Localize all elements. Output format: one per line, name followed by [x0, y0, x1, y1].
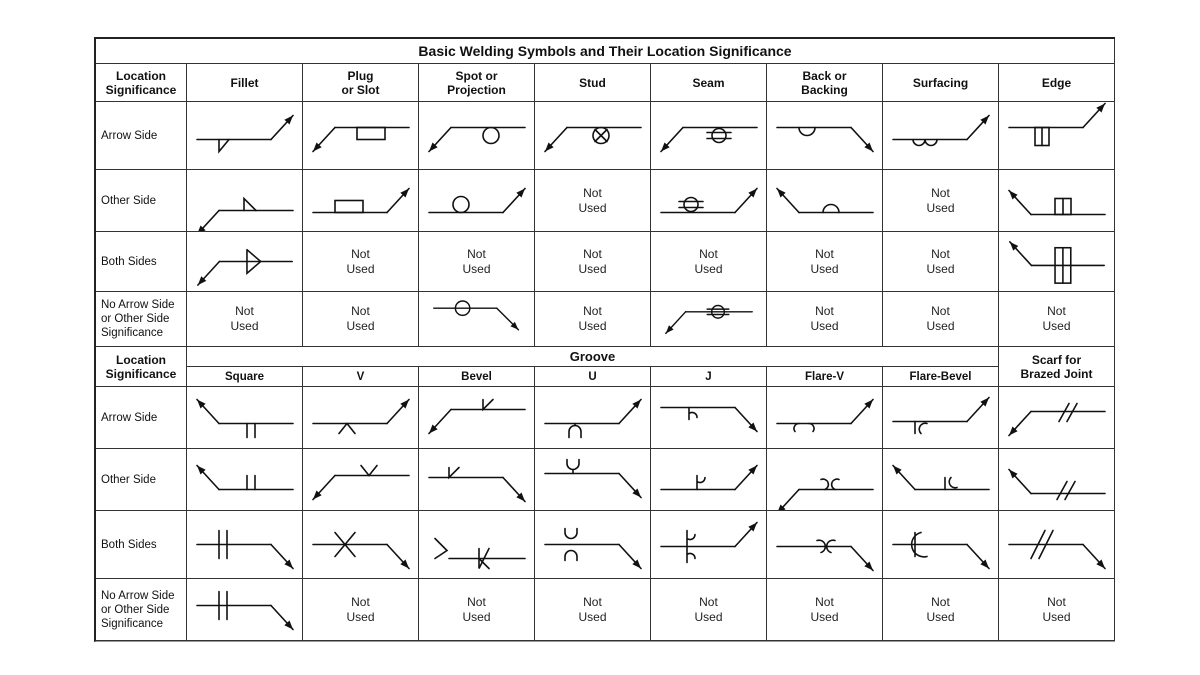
column-header-top-4: Stud: [535, 64, 651, 102]
groove-symbol-bevel-both: [419, 511, 535, 579]
location-significance-header: Location Significance: [96, 64, 187, 102]
groove-column-header-5: J: [651, 367, 767, 387]
groove-scarf-row4-not-used: Not Used: [999, 579, 1115, 641]
top-symbol-spot-other: [419, 170, 535, 232]
top-symbol-edge-arrow: [999, 102, 1115, 170]
top-symbol-fillet-arrow: [187, 102, 303, 170]
top-back-or-backing-row3-not-used: Not Used: [767, 232, 883, 292]
groove-symbol-j-both: [651, 511, 767, 579]
top-symbol-fillet-other: [187, 170, 303, 232]
top-surfacing-row2-not-used: Not Used: [883, 170, 999, 232]
top-symbol-back-arrow: [767, 102, 883, 170]
groove-symbol-sq-none: [187, 579, 303, 641]
top-surfacing-row3-not-used: Not Used: [883, 232, 999, 292]
groove-symbol-j-arrow: [651, 387, 767, 449]
top-symbol-fillet-both: [187, 232, 303, 292]
top-symbol-stud-arrow: [535, 102, 651, 170]
row-label-top-3: Both Sides: [96, 232, 187, 292]
groove-column-header-1: Square: [187, 367, 303, 387]
groove-symbol-fv-arrow: [767, 387, 883, 449]
column-header-top-8: Edge: [999, 64, 1115, 102]
groove-symbol-fb-both: [883, 511, 999, 579]
top-surfacing-row4-not-used: Not Used: [883, 292, 999, 347]
groove-column-header-7: Flare-Bevel: [883, 367, 999, 387]
top-plug-or-slot-row4-not-used: Not Used: [303, 292, 419, 347]
top-spot-or-projection-row3-not-used: Not Used: [419, 232, 535, 292]
groove-j-row4-not-used: Not Used: [651, 579, 767, 641]
groove-symbol-fv-both: [767, 511, 883, 579]
row-label-top-2: Other Side: [96, 170, 187, 232]
groove-symbol-scarf-both: [999, 511, 1115, 579]
top-symbol-edge-both: [999, 232, 1115, 292]
top-symbol-surf-arrow: [883, 102, 999, 170]
row-label-groove-1: Arrow Side: [96, 387, 187, 449]
groove-symbol-v-arrow: [303, 387, 419, 449]
location-significance-header-groove: Location Significance: [96, 347, 187, 387]
groove-symbol-bevel-arrow: [419, 387, 535, 449]
top-seam-row3-not-used: Not Used: [651, 232, 767, 292]
groove-symbol-v-other: [303, 449, 419, 511]
column-header-top-5: Seam: [651, 64, 767, 102]
groove-symbol-scarf-arrow: [999, 387, 1115, 449]
groove-symbol-fv-other: [767, 449, 883, 511]
groove-column-header-2: V: [303, 367, 419, 387]
groove-column-header-4: U: [535, 367, 651, 387]
groove-column-header-6: Flare-V: [767, 367, 883, 387]
groove-symbol-u-other: [535, 449, 651, 511]
groove-symbol-sq-both: [187, 511, 303, 579]
groove-symbol-j-other: [651, 449, 767, 511]
top-symbol-back-other: [767, 170, 883, 232]
groove-v-row4-not-used: Not Used: [303, 579, 419, 641]
row-label-groove-3: Both Sides: [96, 511, 187, 579]
groove-symbol-fb-other: [883, 449, 999, 511]
top-fillet-row4-not-used: Not Used: [187, 292, 303, 347]
groove-symbol-sq-other: [187, 449, 303, 511]
top-stud-row2-not-used: Not Used: [535, 170, 651, 232]
top-symbol-spot-arrow: [419, 102, 535, 170]
column-header-top-2: Plug or Slot: [303, 64, 419, 102]
groove-symbol-v-both: [303, 511, 419, 579]
row-label-groove-2: Other Side: [96, 449, 187, 511]
column-header-top-1: Fillet: [187, 64, 303, 102]
top-symbol-edge-other: [999, 170, 1115, 232]
top-symbol-spot-none: [419, 292, 535, 347]
row-label-groove-4: No Arrow Side or Other Side Significance: [96, 579, 187, 641]
top-back-or-backing-row4-not-used: Not Used: [767, 292, 883, 347]
scarf-brazed-joint-header: Scarf for Brazed Joint: [999, 347, 1115, 387]
top-stud-row4-not-used: Not Used: [535, 292, 651, 347]
groove-symbol-sq-arrow: [187, 387, 303, 449]
column-header-top-7: Surfacing: [883, 64, 999, 102]
groove-symbol-u-arrow: [535, 387, 651, 449]
top-edge-row4-not-used: Not Used: [999, 292, 1115, 347]
chart-title: Basic Welding Symbols and Their Location Significance: [96, 39, 1115, 64]
top-symbol-plug-other: [303, 170, 419, 232]
groove-symbol-fb-arrow: [883, 387, 999, 449]
top-symbol-seam-arrow: [651, 102, 767, 170]
groove-symbol-scarf-other: [999, 449, 1115, 511]
groove-bevel-row4-not-used: Not Used: [419, 579, 535, 641]
groove-flare-v-row4-not-used: Not Used: [767, 579, 883, 641]
groove-u-row4-not-used: Not Used: [535, 579, 651, 641]
top-symbol-plug-arrow: [303, 102, 419, 170]
top-symbol-seam-none: [651, 292, 767, 347]
groove-column-header-3: Bevel: [419, 367, 535, 387]
column-header-top-3: Spot or Projection: [419, 64, 535, 102]
top-stud-row3-not-used: Not Used: [535, 232, 651, 292]
groove-symbol-bevel-other: [419, 449, 535, 511]
groove-symbol-u-both: [535, 511, 651, 579]
row-label-top-1: Arrow Side: [96, 102, 187, 170]
row-label-top-4: No Arrow Side or Other Side Significance: [96, 292, 187, 347]
column-header-top-6: Back or Backing: [767, 64, 883, 102]
top-symbol-seam-other: [651, 170, 767, 232]
groove-flare-bevel-row4-not-used: Not Used: [883, 579, 999, 641]
welding-symbols-chart: [94, 37, 1115, 642]
groove-header: Groove: [187, 347, 999, 367]
top-plug-or-slot-row3-not-used: Not Used: [303, 232, 419, 292]
